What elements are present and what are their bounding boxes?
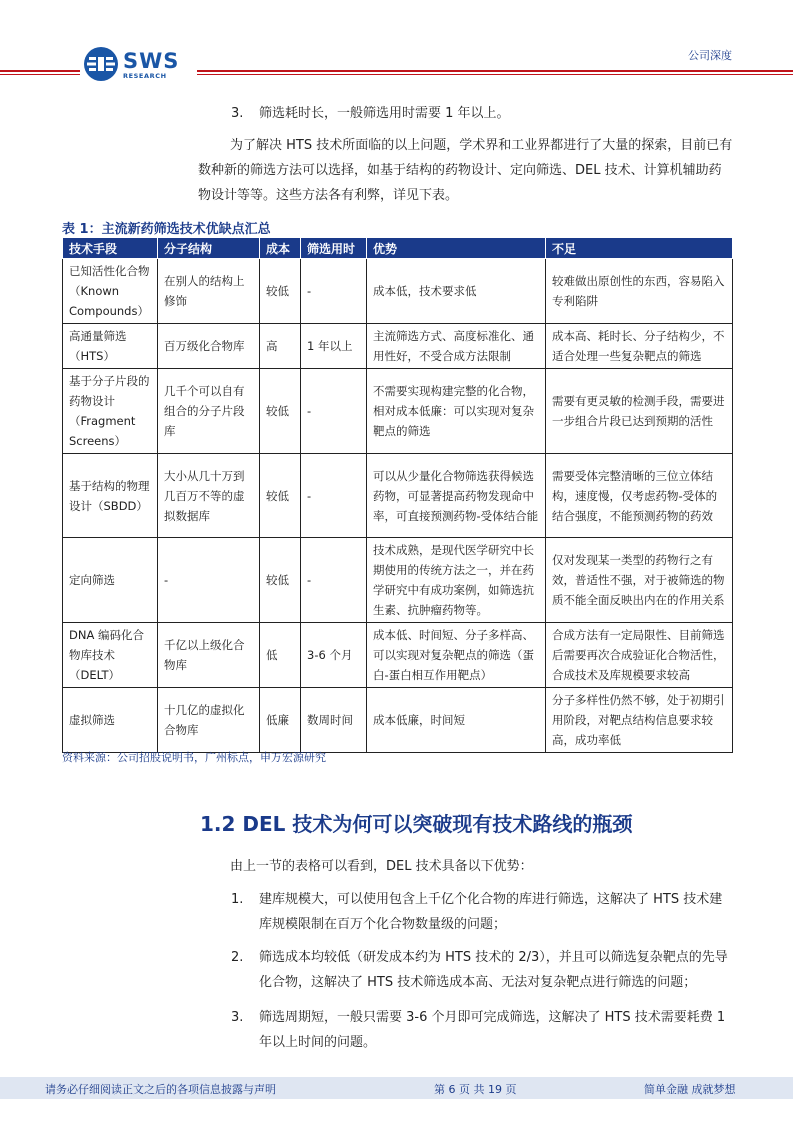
table-cell: 成本低廉，时间短 bbox=[367, 688, 546, 753]
table-cell: 较低 bbox=[260, 454, 301, 538]
table-cell: 较低 bbox=[260, 369, 301, 454]
table-row bbox=[63, 259, 733, 324]
table-cell: 十几亿的虚拟化合物库 bbox=[158, 688, 260, 753]
table-cell: DNA 编码化合物库技术（DELT） bbox=[63, 623, 158, 688]
table-cell: 大小从几十万到几百万不等的虚拟数据库 bbox=[158, 454, 260, 538]
footer-slogan: 简单金融 成就梦想 bbox=[644, 1083, 736, 1096]
table-cell: 不需要实现构建完整的化合物，相对成本低廉：可以实现对复杂靶点的筛选 bbox=[367, 369, 546, 454]
list-number: 3. bbox=[231, 106, 244, 121]
table-cell: 虚拟筛选 bbox=[63, 688, 158, 753]
header-cell: 成本 bbox=[260, 238, 301, 259]
table-cell: 百万级化合物库 bbox=[158, 324, 260, 369]
table-row bbox=[63, 623, 733, 688]
header-cell: 筛选用时 bbox=[301, 238, 367, 259]
table-row bbox=[63, 324, 733, 369]
table-cell: 已知活性化合物（Known Compounds） bbox=[63, 259, 158, 324]
intro-paragraph: 为了解决 HTS 技术所面临的以上问题，学术界和工业界都进行了大量的探索，目前已有数种新的筛选方法可以选择，如基于结构的药物设计、定向筛选、DEL 技术、计算机辅助药物设计等等。这些方法各有利弊，详见下表。 bbox=[198, 138, 733, 203]
table-cell: - bbox=[301, 538, 367, 623]
table-cell: 仅对发现某一类型的药物行之有效，普适性不强，对于被筛选的物质不能全面反映出内在的作用关系 bbox=[546, 538, 733, 623]
table-row bbox=[63, 369, 733, 454]
list-text: 筛选耗时长，一般筛选用时需要 1 年以上。 bbox=[259, 106, 510, 121]
table-cell: 基于分子片段的药物设计（Fragment Screens） bbox=[63, 369, 158, 454]
table-cell: 需要有更灵敏的检测手段，需要进一步组合片段已达到预期的活性 bbox=[546, 369, 733, 454]
table-cell: 高 bbox=[260, 324, 301, 369]
list-item bbox=[233, 945, 733, 995]
sws-logo-icon bbox=[83, 46, 119, 82]
table-cell: 1 年以上 bbox=[301, 324, 367, 369]
header-divider-left-thin bbox=[0, 74, 80, 75]
logo-big-text: SWS bbox=[123, 49, 180, 73]
table-cell: 低 bbox=[260, 623, 301, 688]
table-source-note: 资料来源：公司招股说明书，广州标点，申万宏源研究 bbox=[62, 751, 326, 764]
header-cell: 不足 bbox=[546, 238, 733, 259]
header-cell: 分子结构 bbox=[158, 238, 260, 259]
sws-logo-wordmark bbox=[123, 50, 193, 80]
table-cell: 基于结构的物理设计（SBDD） bbox=[63, 454, 158, 538]
header-cell: 技术手段 bbox=[63, 238, 158, 259]
table-title: 表 1：主流新药筛选技术优缺点汇总 bbox=[62, 222, 271, 237]
list-item bbox=[233, 887, 733, 937]
table-cell: 合成方法有一定局限性、目前筛选后需要再次合成验证化合物活性，合成技术及库规模要求较高 bbox=[546, 623, 733, 688]
table-row bbox=[63, 538, 733, 623]
header-divider-left bbox=[0, 70, 80, 72]
footer-disclaimer: 请务必仔细阅读正文之后的各项信息披露与声明 bbox=[45, 1083, 276, 1096]
table-header-row bbox=[63, 238, 733, 259]
document-type-label: 公司深度 bbox=[688, 49, 732, 62]
table-cell: 分子多样性仍然不够，处于初期引用阶段，对靶点结构信息要求较高，成功率低 bbox=[546, 688, 733, 753]
table-cell: 较难做出原创性的东西，容易陷入专利陷阱 bbox=[546, 259, 733, 324]
header-divider-right bbox=[197, 70, 793, 72]
table-cell: 需要受体完整清晰的三位立体结构，速度慢，仅考虑药物-受体的结合强度，不能预测药物的药效 bbox=[546, 454, 733, 538]
table-cell: 较低 bbox=[260, 259, 301, 324]
table-cell: 低廉 bbox=[260, 688, 301, 753]
table-cell: 可以从少量化合物筛选获得候选药物，可显著提高药物发现命中率，可直接预测药物-受体结合能 bbox=[367, 454, 546, 538]
list-text: 建库规模大，可以使用包含上千亿个化合物的库进行筛选，这解决了 HTS 技术建库规模限制在百万个化合物数量级的问题； bbox=[259, 892, 723, 932]
comparison-table bbox=[62, 237, 733, 753]
table-cell: 技术成熟，是现代医学研究中长期使用的传统方法之一，并在药学研究中有成功案例，如筛选抗生素、抗肿瘤药物等。 bbox=[367, 538, 546, 623]
table-cell: 成本低，技术要求低 bbox=[367, 259, 546, 324]
list-text: 筛选成本均较低（研发成本约为 HTS 技术的 2/3），并且可以筛选复杂靶点的先导化合物，这解决了 HTS 技术筛选成本高、无法对复杂靶点进行筛选的问题； bbox=[259, 950, 728, 990]
list-number: 2. bbox=[231, 950, 244, 965]
table-cell: 成本高、耗时长、分子结构少，不适合处理一些复杂靶点的筛选 bbox=[546, 324, 733, 369]
section-title: 1.2 DEL 技术为何可以突破现有技术路线的瓶颈 bbox=[200, 812, 633, 836]
table-cell: 数周时间 bbox=[301, 688, 367, 753]
table-cell: - bbox=[158, 538, 260, 623]
logo-small-text: RESEARCH bbox=[123, 72, 167, 80]
list-text: 筛选周期短，一般只需要 3-6 个月即可完成筛选，这解决了 HTS 技术需要耗费 1 年以上时间的问题。 bbox=[259, 1010, 726, 1050]
table-cell: - bbox=[301, 454, 367, 538]
table-cell: - bbox=[301, 369, 367, 454]
table-cell: 千亿以上级化合物库 bbox=[158, 623, 260, 688]
table-cell: 几千个可以自有组合的分子片段库 bbox=[158, 369, 260, 454]
list-number: 3. bbox=[231, 1010, 244, 1025]
page-number: 第 6 页 共 19 页 bbox=[434, 1083, 517, 1096]
table-row bbox=[63, 454, 733, 538]
table-cell: 主流筛选方式、高度标准化、通用性好，不受合成方法限制 bbox=[367, 324, 546, 369]
table-cell: 成本低、时间短、分子多样高、可以实现对复杂靶点的筛选（蛋白-蛋白相互作用靶点） bbox=[367, 623, 546, 688]
table-cell: 高通量筛选（HTS） bbox=[63, 324, 158, 369]
header-cell: 优势 bbox=[367, 238, 546, 259]
table-cell: 3-6 个月 bbox=[301, 623, 367, 688]
table-cell: 定向筛选 bbox=[63, 538, 158, 623]
list-item bbox=[233, 101, 733, 126]
section-lead: 由上一节的表格可以看到，DEL 技术具备以下优势： bbox=[230, 859, 533, 874]
table-row bbox=[63, 688, 733, 753]
header-divider-right-thin bbox=[197, 74, 793, 75]
list-number: 1. bbox=[231, 892, 244, 907]
table-cell: 在别人的结构上修饰 bbox=[158, 259, 260, 324]
list-item bbox=[233, 1005, 733, 1055]
table-cell: - bbox=[301, 259, 367, 324]
table-cell: 较低 bbox=[260, 538, 301, 623]
